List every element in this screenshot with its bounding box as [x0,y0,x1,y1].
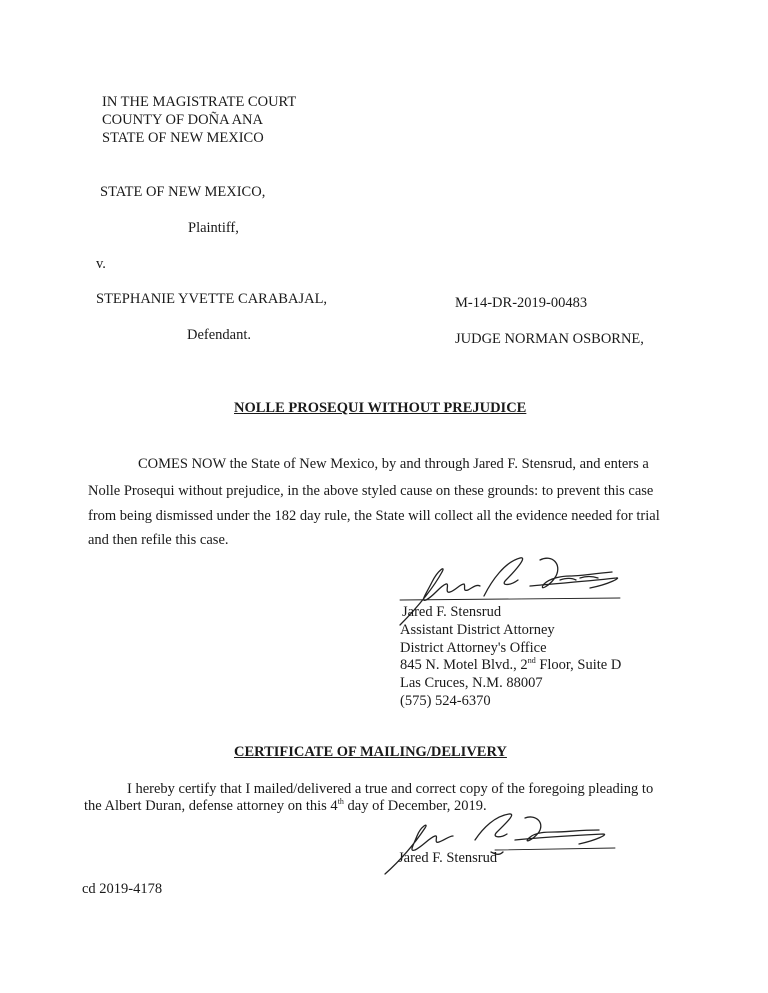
body-line-3: from being dismissed under the 182 day rule, the State will collect all the evidence needed for trial [88,508,660,524]
body-line-4: and then refile this case. [88,532,229,548]
attorney-name: Jared F. Stensrud [402,604,502,620]
court-state: STATE OF NEW MEXICO [102,130,264,146]
case-number: M-14-DR-2019-00483 [455,295,588,311]
footer-code: cd 2019-4178 [82,881,163,897]
attorney-title: Assistant District Attorney [400,622,555,638]
address-rest: Floor, Suite D [535,657,622,673]
judge-name: JUDGE NORMAN OSBORNE, [455,331,644,347]
body-line-1: COMES NOW the State of New Mexico, by and through Jared F. Stensrud, and enters a [138,456,649,472]
plaintiff-name: STATE OF NEW MEXICO, [100,184,266,200]
court-county: COUNTY OF DOÑA ANA [102,112,263,128]
certificate-line-2-rest: day of December, 2019. [343,798,487,814]
certificate-line-2-main: the Albert Duran, defense attorney on this 4 [84,798,338,814]
attorney-city: Las Cruces, N.M. 88007 [400,675,543,691]
nolle-title: NOLLE PROSEQUI WITHOUT PREJUDICE [234,400,527,416]
attorney-address [400,657,621,674]
plaintiff-role: Plaintiff, [188,220,239,236]
signature-image-2 [375,810,625,880]
defendant-name: STEPHANIE YVETTE CARABAJAL, [96,291,328,307]
address-main: 845 N. Motel Blvd., 2 [400,657,528,673]
court-name: IN THE MAGISTRATE COURT [102,94,297,110]
attorney-phone: (575) 524-6370 [400,693,491,709]
body-line-2: Nolle Prosequi without prejudice, in the above styled cause on these grounds: to prevent this case [88,483,654,499]
versus: v. [96,256,106,272]
attorney-office: District Attorney's Office [400,640,547,656]
certificate-title: CERTIFICATE OF MAILING/DELIVERY [234,744,507,760]
certificate-signer: Jared F. Stensrud [398,850,498,866]
certificate-line-1: I hereby certify that I mailed/delivered a true and correct copy of the foregoing pleading to [127,781,654,797]
address-ordinal: nd [527,656,536,666]
certificate-ordinal: th [337,797,344,807]
court-header [102,94,296,148]
defendant-role: Defendant. [187,327,252,343]
